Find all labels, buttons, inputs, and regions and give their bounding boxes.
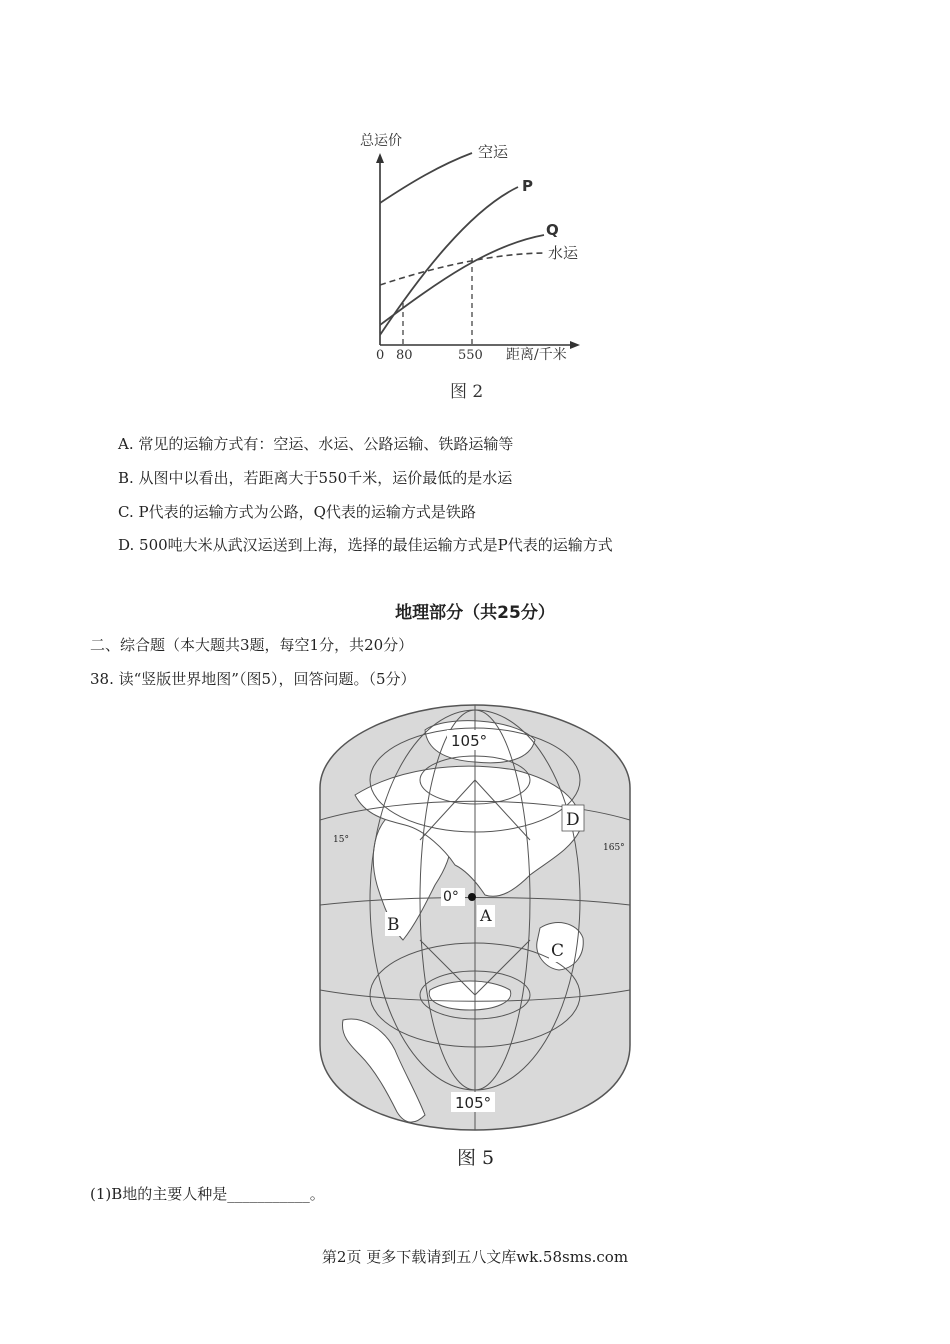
vertical-world-map (315, 700, 635, 1180)
y-axis-arrow (376, 153, 384, 163)
label-c: C (551, 941, 565, 961)
option-a: A. 常见的运输方式有：空运、水运、公路运输、铁路运输等 (118, 435, 514, 453)
series-air-line (380, 153, 472, 203)
series-q-line (380, 235, 544, 325)
option-b: B. 从图中以看出，若距离大于550千米，运价最低的是水运 (118, 469, 513, 487)
series-air-label: 空运 (478, 143, 509, 161)
x-tick-0: 0 (376, 348, 385, 363)
freight-cost-chart (340, 125, 620, 410)
x-tick-80: 80 (396, 348, 413, 363)
subquestion-1: (1)B地的主要人种是___________。 (90, 1185, 325, 1203)
x-tick-550: 550 (458, 348, 483, 363)
series-q-label: Q (546, 221, 559, 239)
option-d: D. 500吨大米从武汉运送到上海，选择的最佳运输方式是P代表的运输方式 (118, 536, 613, 554)
label-left-meridian: 15° (333, 835, 349, 845)
label-bottom-meridian: 105° (455, 1094, 492, 1112)
x-axis-arrow (570, 341, 580, 349)
map-caption: 图 5 (457, 1147, 495, 1169)
label-top-meridian: 105° (451, 732, 488, 750)
landmass-antarctica (429, 981, 511, 1010)
label-b: B (387, 915, 400, 935)
series-water-label: 水运 (548, 244, 579, 262)
x-axis-label: 距离/千米 (506, 347, 567, 363)
chart-caption: 图 2 (450, 382, 484, 402)
question-38: 38. 读“竖版世界地图”（图5），回答问题。（5分） (90, 670, 416, 688)
series-water-line (380, 253, 546, 285)
series-p-line (380, 187, 518, 335)
y-axis-label: 总运价 (360, 133, 402, 149)
label-a: A (480, 906, 492, 925)
label-d: D (566, 810, 580, 830)
option-c: C. P代表的运输方式为公路，Q代表的运输方式是铁路 (118, 503, 476, 521)
point-a-marker (468, 893, 476, 901)
label-right-meridian: 165° (603, 843, 625, 853)
page-footer: 第2页 更多下载请到五八文库wk.58sms.com (321, 1248, 629, 1266)
section-title: 地理部分（共25分） (395, 603, 555, 623)
part-heading: 二、综合题（本大题共3题，每空1分，共20分） (90, 636, 414, 654)
label-zero: 0° (443, 889, 459, 905)
series-p-label: P (522, 177, 533, 195)
